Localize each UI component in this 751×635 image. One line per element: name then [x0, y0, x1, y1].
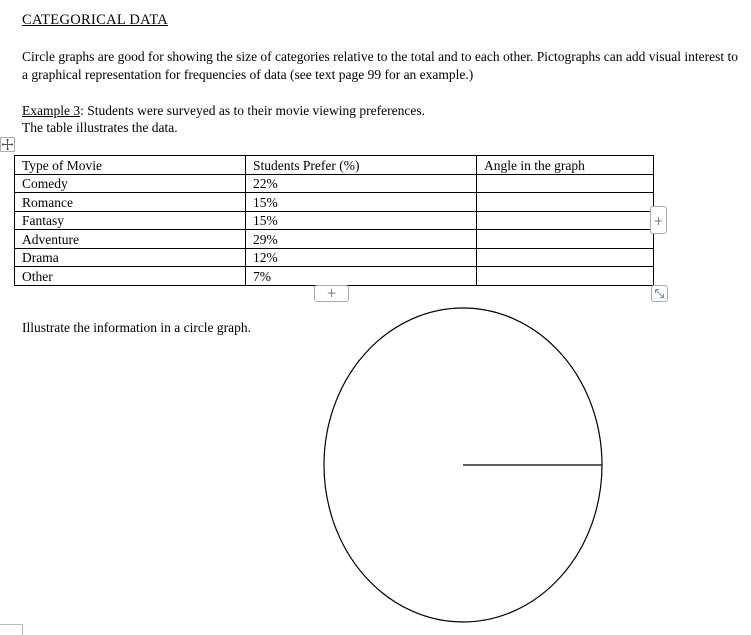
cell-movie[interactable]: Romance: [15, 193, 246, 212]
example-line-1: [22, 102, 425, 119]
page-title: CATEGORICAL DATA: [22, 12, 169, 28]
header-percent[interactable]: Students Prefer (%): [246, 156, 477, 175]
add-column-button[interactable]: +: [650, 206, 667, 234]
add-row-button[interactable]: +: [314, 285, 349, 302]
cell-percent[interactable]: 29%: [246, 230, 477, 249]
cell-angle[interactable]: [477, 248, 654, 267]
table-row: [15, 267, 654, 286]
cell-angle[interactable]: [477, 267, 654, 286]
intro-paragraph: Circle graphs are good for showing the size of categories relative to the total and to each other. Pictographs can add visual interest to a graphical representation for frequencies of data (see text page 99 for an example.): [22, 49, 739, 82]
header-type[interactable]: Type of Movie: [15, 156, 246, 175]
movie-table: [14, 155, 654, 286]
cell-angle[interactable]: [477, 211, 654, 230]
cell-percent[interactable]: 15%: [246, 211, 477, 230]
cell-percent[interactable]: 12%: [246, 248, 477, 267]
cell-percent[interactable]: 7%: [246, 267, 477, 286]
example-line-2: The table illustrates the data.: [22, 120, 178, 135]
example-text: : Students were surveyed as to their movie viewing preferences.: [80, 103, 425, 118]
table-row: [15, 174, 654, 193]
cell-percent[interactable]: 15%: [246, 193, 477, 212]
cell-angle[interactable]: [477, 174, 654, 193]
table-row: [15, 211, 654, 230]
example-label: Example 3: [22, 103, 81, 118]
cell-movie[interactable]: Adventure: [15, 230, 246, 249]
header-angle[interactable]: Angle in the graph: [477, 156, 654, 175]
cell-movie[interactable]: Drama: [15, 248, 246, 267]
table-row: [15, 248, 654, 267]
cell-movie[interactable]: Other: [15, 267, 246, 286]
table-resize-handle[interactable]: [651, 285, 668, 302]
resize-arrows-icon: [652, 286, 667, 301]
example-block: [22, 102, 425, 136]
cell-angle[interactable]: [477, 230, 654, 249]
cell-percent[interactable]: 22%: [246, 174, 477, 193]
instruction-text: Illustrate the information in a circle graph.: [22, 320, 252, 335]
table-header-row: [15, 156, 654, 175]
cell-angle[interactable]: [477, 193, 654, 212]
cell-movie[interactable]: Fantasy: [15, 211, 246, 230]
circle-graph: [320, 303, 610, 629]
table-move-handle-icon[interactable]: [0, 137, 15, 152]
table-row: [15, 230, 654, 249]
page-corner-mark: [0, 624, 23, 635]
table-row: [15, 193, 654, 212]
cell-movie[interactable]: Comedy: [15, 174, 246, 193]
